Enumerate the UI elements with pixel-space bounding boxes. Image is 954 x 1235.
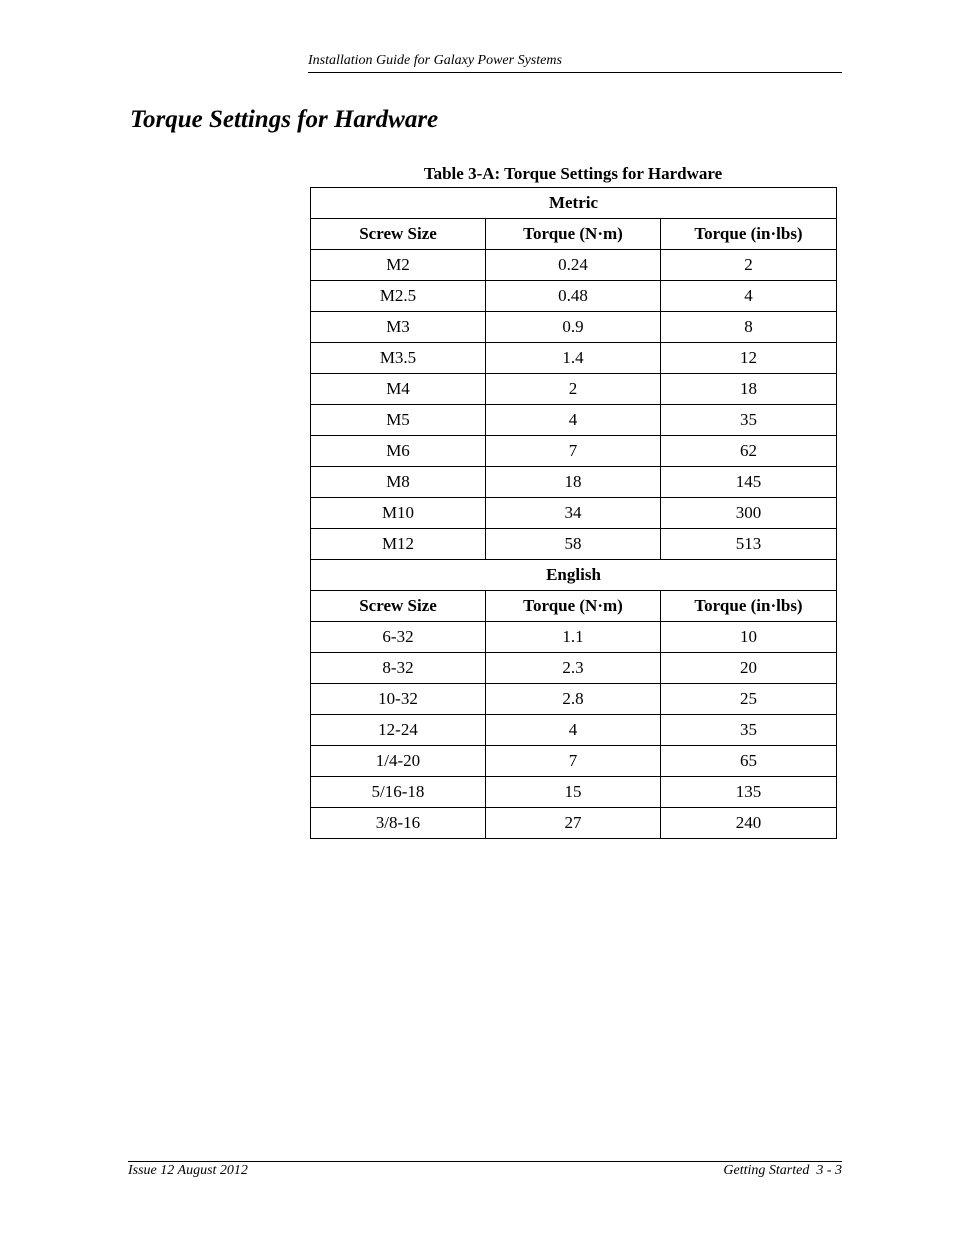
torque-table-body <box>311 188 837 839</box>
table-cell: M2.5 <box>311 281 486 312</box>
table-cell: 10 <box>661 622 837 653</box>
table-row <box>311 374 837 405</box>
table-cell: 62 <box>661 436 837 467</box>
table-cell: 2.8 <box>486 684 661 715</box>
column-header: Screw Size <box>311 591 486 622</box>
header-divider <box>308 72 842 73</box>
table-cell: 35 <box>661 405 837 436</box>
table-cell: 3/8-16 <box>311 808 486 839</box>
table-cell: 10-32 <box>311 684 486 715</box>
table-cell: 8-32 <box>311 653 486 684</box>
table-cell: M4 <box>311 374 486 405</box>
table-cell: 300 <box>661 498 837 529</box>
table-cell: 5/16-18 <box>311 777 486 808</box>
table-cell: 2.3 <box>486 653 661 684</box>
table-row <box>311 746 837 777</box>
group-label: Metric <box>311 188 837 219</box>
table-row <box>311 405 837 436</box>
table-row <box>311 467 837 498</box>
group-label: English <box>311 560 837 591</box>
table-row <box>311 343 837 374</box>
table-cell: 513 <box>661 529 837 560</box>
table-cell: 0.9 <box>486 312 661 343</box>
table-row <box>311 529 837 560</box>
table-cell: 20 <box>661 653 837 684</box>
group-header-row <box>311 188 837 219</box>
table-cell: M10 <box>311 498 486 529</box>
table-cell: M8 <box>311 467 486 498</box>
column-header: Screw Size <box>311 219 486 250</box>
table-row <box>311 312 837 343</box>
table-cell: 4 <box>486 715 661 746</box>
table-row <box>311 250 837 281</box>
table-row <box>311 498 837 529</box>
table-cell: 25 <box>661 684 837 715</box>
column-header: Torque (N·m) <box>486 219 661 250</box>
running-header: Installation Guide for Galaxy Power Systems <box>308 53 562 68</box>
table-cell: 4 <box>486 405 661 436</box>
footer-page-number: Getting Started 3 - 3 <box>723 1163 842 1178</box>
table-caption: Table 3-A: Torque Settings for Hardware <box>423 164 723 183</box>
table-cell: 7 <box>486 436 661 467</box>
table-cell: 35 <box>661 715 837 746</box>
table-cell: 6-32 <box>311 622 486 653</box>
table-cell: M3 <box>311 312 486 343</box>
table-cell: M2 <box>311 250 486 281</box>
table-cell: 12 <box>661 343 837 374</box>
table-row <box>311 684 837 715</box>
table-row <box>311 808 837 839</box>
table-cell: M5 <box>311 405 486 436</box>
table-cell: 135 <box>661 777 837 808</box>
group-header-row <box>311 560 837 591</box>
table-cell: 15 <box>486 777 661 808</box>
table-cell: 2 <box>486 374 661 405</box>
table-cell: 58 <box>486 529 661 560</box>
table-cell: M12 <box>311 529 486 560</box>
footer-issue: Issue 12 August 2012 <box>128 1163 248 1178</box>
table-cell: 1/4-20 <box>311 746 486 777</box>
table-cell: 18 <box>661 374 837 405</box>
table-cell: 34 <box>486 498 661 529</box>
column-header: Torque (in·lbs) <box>661 591 837 622</box>
table-cell: 145 <box>661 467 837 498</box>
table-row <box>311 777 837 808</box>
table-row <box>311 715 837 746</box>
table-row <box>311 436 837 467</box>
table-cell: M6 <box>311 436 486 467</box>
section-title: Torque Settings for Hardware <box>130 106 439 133</box>
table-cell: 18 <box>486 467 661 498</box>
table-cell: 8 <box>661 312 837 343</box>
table-row <box>311 653 837 684</box>
table-cell: 1.4 <box>486 343 661 374</box>
torque-table <box>310 187 837 839</box>
table-row <box>311 622 837 653</box>
column-header: Torque (in·lbs) <box>661 219 837 250</box>
table-cell: 12-24 <box>311 715 486 746</box>
table-cell: 0.48 <box>486 281 661 312</box>
table-cell: 2 <box>661 250 837 281</box>
column-header: Torque (N·m) <box>486 591 661 622</box>
table-cell: 1.1 <box>486 622 661 653</box>
table-cell: 7 <box>486 746 661 777</box>
column-header-row <box>311 219 837 250</box>
table-cell: 240 <box>661 808 837 839</box>
table-cell: 4 <box>661 281 837 312</box>
column-header-row <box>311 591 837 622</box>
table-cell: 65 <box>661 746 837 777</box>
table-cell: 0.24 <box>486 250 661 281</box>
table-cell: 27 <box>486 808 661 839</box>
table-row <box>311 281 837 312</box>
table-cell: M3.5 <box>311 343 486 374</box>
